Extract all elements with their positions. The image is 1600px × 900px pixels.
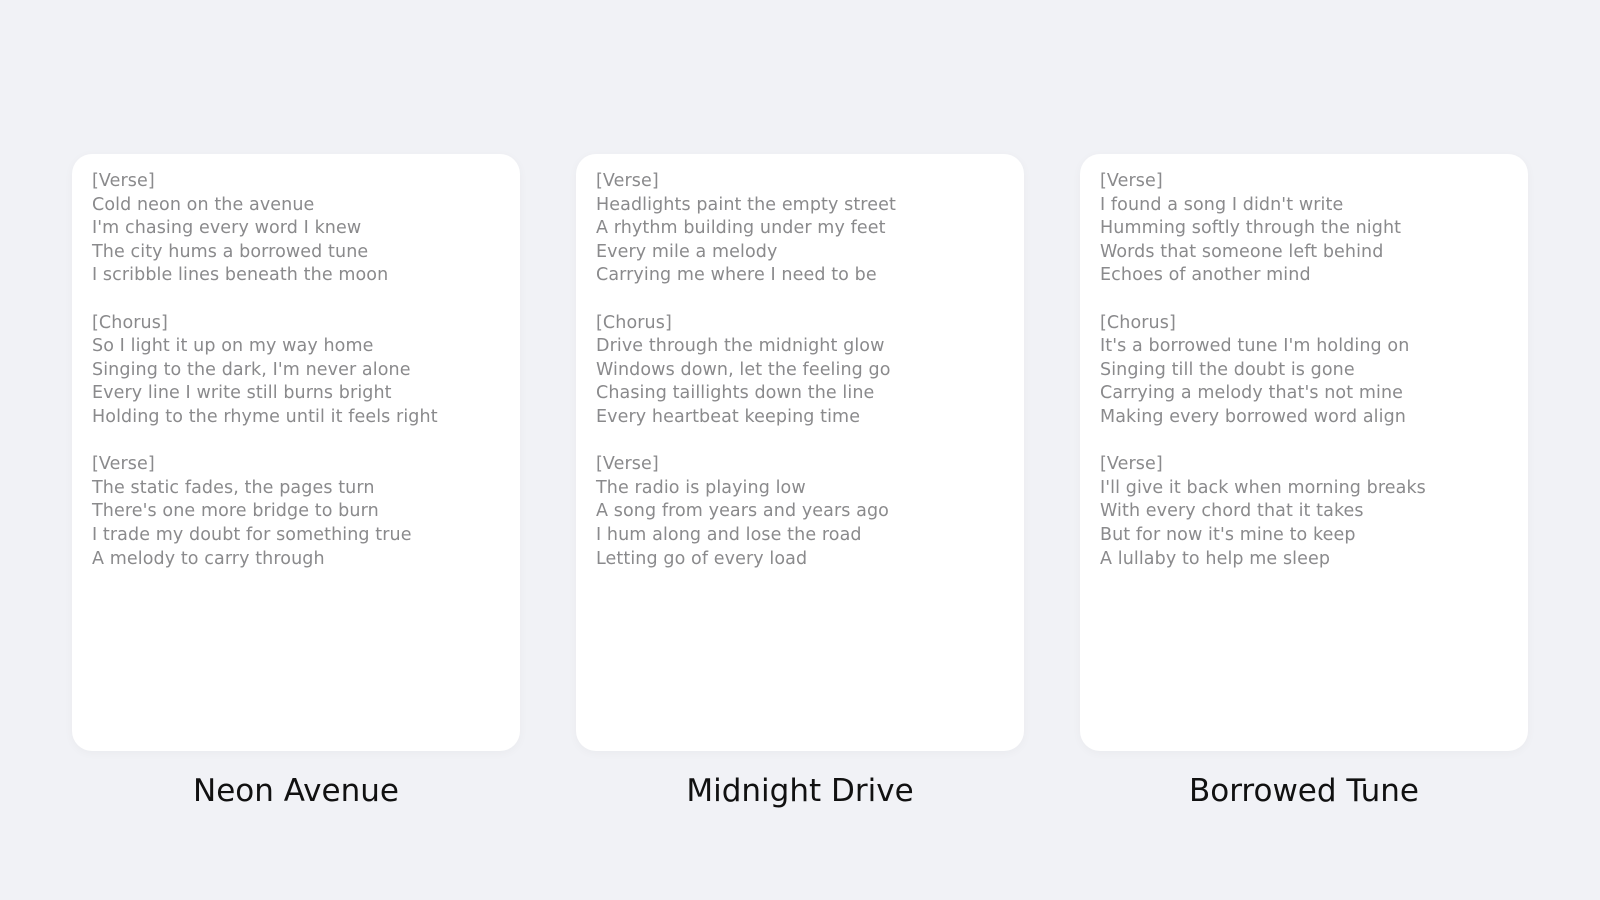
lyric-line: Chasing taillights down the line — [596, 383, 875, 404]
lyric-line: Singing till the doubt is gone — [1100, 359, 1355, 380]
song-title[interactable]: Midnight Drive — [686, 773, 914, 809]
lyric-line: Drive through the midnight glow — [596, 336, 885, 357]
lyric-line: [Chorus] — [92, 312, 168, 333]
lyric-line: There's one more bridge to burn — [92, 501, 379, 522]
lyric-line: [Verse] — [92, 454, 155, 475]
lyric-line: Every heartbeat keeping time — [596, 406, 861, 427]
lyrics-card[interactable] — [576, 154, 1024, 751]
lyric-line: I'm chasing every word I knew — [92, 218, 362, 239]
lyric-line: Holding to the rhyme until it feels right — [92, 406, 438, 427]
lyric-line: I'll give it back when morning breaks — [1100, 477, 1426, 498]
lyric-line: Cold neon on the avenue — [92, 194, 315, 215]
lyric-spacer — [1100, 288, 1508, 312]
lyric-line: Singing to the dark, I'm never alone — [92, 359, 411, 380]
lyric-spacer — [596, 288, 1004, 312]
lyric-line: [Chorus] — [1100, 312, 1176, 333]
lyric-spacer — [596, 430, 1004, 454]
song-title[interactable]: Borrowed Tune — [1188, 773, 1420, 809]
lyric-line: The static fades, the pages turn — [92, 477, 375, 498]
lyric-line: Letting go of every load — [596, 548, 808, 569]
lyric-line: Making every borrowed word align — [1100, 406, 1406, 427]
lyric-line: Windows down, let the feeling go — [596, 359, 891, 380]
lyric-line: [Verse] — [596, 171, 659, 191]
lyric-spacer — [92, 430, 500, 454]
lyric-line: A lullaby to help me sleep — [1100, 548, 1331, 569]
lyric-line: Headlights paint the empty street — [596, 194, 896, 215]
lyric-spacer — [92, 288, 500, 312]
song-title[interactable]: Neon Avenue — [193, 773, 399, 809]
lyric-line: But for now it's mine to keep — [1100, 524, 1356, 545]
song-neon-avenue — [72, 154, 520, 810]
lyrics-card[interactable] — [1080, 154, 1528, 751]
lyric-line: I trade my doubt for something true — [92, 524, 412, 545]
lyric-line: With every chord that it takes — [1100, 501, 1364, 522]
song-midnight-drive — [576, 154, 1024, 810]
lyric-line: I scribble lines beneath the moon — [92, 265, 389, 286]
lyric-line: Words that someone left behind — [1100, 241, 1384, 262]
lyric-line: [Verse] — [1100, 171, 1163, 191]
lyric-line: A melody to carry through — [92, 548, 325, 569]
lyric-line: Echoes of another mind — [1100, 265, 1311, 286]
lyric-line: [Chorus] — [596, 312, 672, 333]
lyric-line: So I light it up on my way home — [92, 336, 374, 357]
song-borrowed-tune — [1080, 154, 1528, 810]
lyric-line: The city hums a borrowed tune — [92, 241, 369, 262]
lyric-line: Carrying a melody that's not mine — [1100, 383, 1404, 404]
lyric-spacer — [1100, 430, 1508, 454]
lyric-line: Carrying me where I need to be — [596, 265, 877, 286]
lyric-line: Every line I write still burns bright — [92, 383, 392, 404]
lyric-line: A song from years and years ago — [596, 501, 889, 522]
lyric-line: Every mile a melody — [596, 241, 778, 262]
lyric-line: The radio is playing low — [596, 477, 806, 498]
lyric-line: I found a song I didn't write — [1100, 194, 1344, 215]
lyric-line: [Verse] — [596, 454, 659, 475]
lyric-line: A rhythm building under my feet — [596, 218, 886, 239]
lyrics-card[interactable] — [72, 154, 520, 751]
lyric-line: [Verse] — [1100, 454, 1163, 475]
lyric-line: I hum along and lose the road — [596, 524, 862, 545]
lyric-line: Humming softly through the night — [1100, 218, 1402, 239]
lyric-line: It's a borrowed tune I'm holding on — [1100, 336, 1410, 357]
lyric-line: [Verse] — [92, 171, 155, 191]
